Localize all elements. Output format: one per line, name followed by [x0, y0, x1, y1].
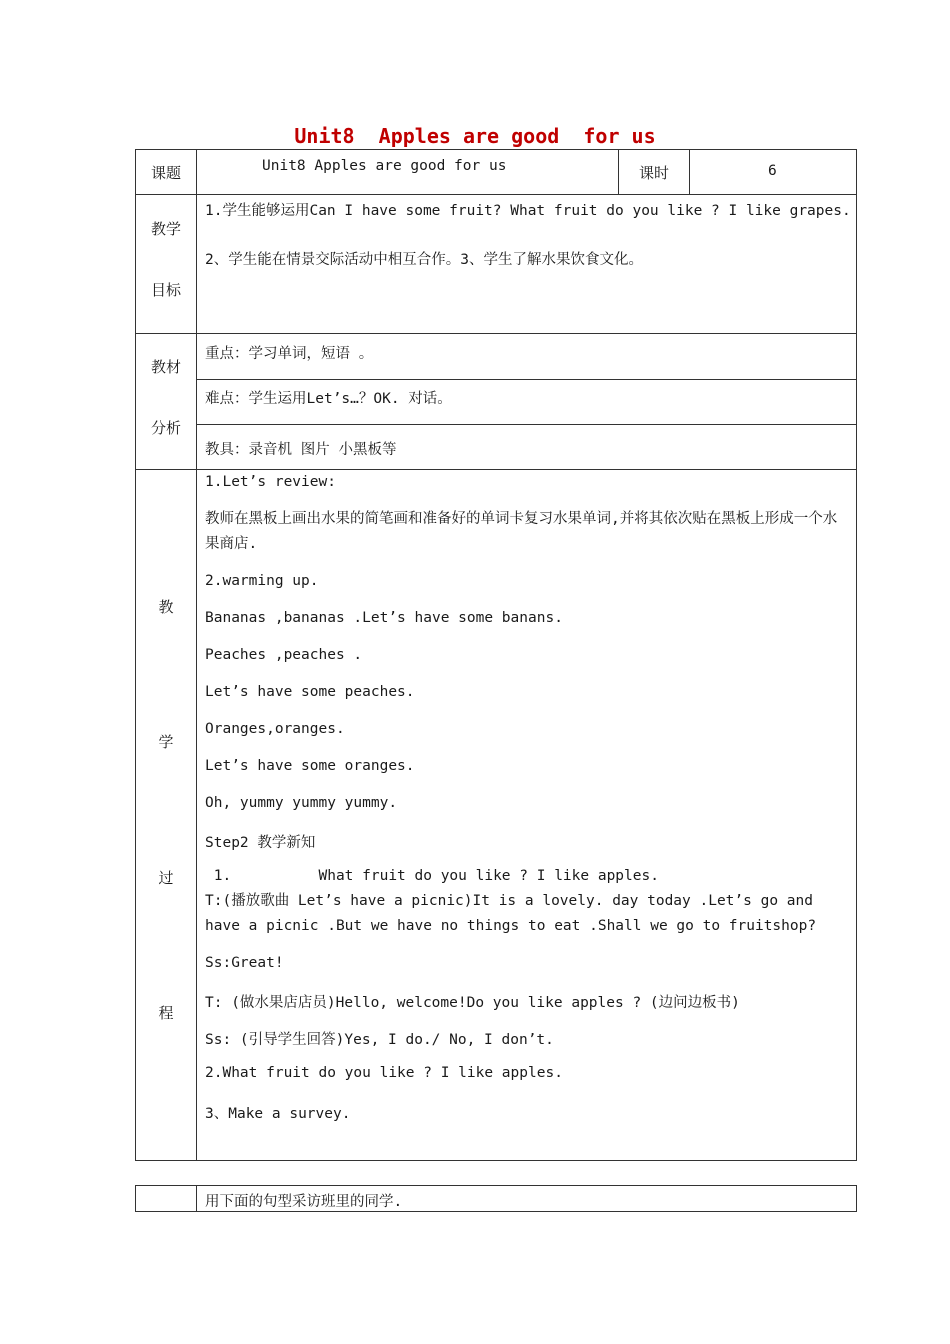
process-line: Ss:Great! — [205, 955, 284, 971]
process-line: 2.What fruit do you like ? I like apples. — [205, 1065, 563, 1081]
process-label-1: 教 — [158, 598, 174, 616]
process-line: Bananas ,bananas .Let’s have some banans. — [205, 610, 563, 626]
goals-line-2: 2、学生能在情景交际活动中相互合作。3、学生了解水果饮食文化。 — [205, 252, 643, 268]
process-line: 教师在黑板上画出水果的简笔画和准备好的单词卡复习水果单词,并将其依次贴在黑板上形成一个水果商店. — [205, 511, 838, 552]
process-line: Peaches ,peaches . — [205, 647, 363, 663]
difficulty: 难点：学生运用Let’s…？OK. 对话。 — [205, 391, 452, 407]
process-line: 2.warming up. — [205, 573, 319, 589]
process-label-2: 学 — [158, 733, 174, 751]
analysis-label-bottom: 分析 — [150, 419, 181, 437]
page-title: Unit8 Apples are good for us — [294, 124, 656, 148]
process-line: T: (做水果店店员)Hello, welcome!Do you like apples ? (边问边板书) — [205, 995, 740, 1011]
process-label-3: 过 — [158, 869, 174, 887]
process-line: Ss: (引导学生回答)Yes, I do./ No, I don’t. — [205, 1032, 554, 1048]
goals-label-bottom: 目标 — [150, 281, 181, 299]
process-line: Let’s have some oranges. — [205, 758, 415, 774]
goals-line-1: 1.学生能够运用Can I have some fruit? What fruit do you like ? I like grapes. — [205, 203, 851, 219]
process-line: Let’s have some peaches. — [205, 684, 415, 700]
process-line: T:(播放歌曲 Let’s have a picnic)It is a lovely. day today .Let’s go and have a picnic .But we have no things to eat .Shall we go to fruitshop? — [205, 893, 817, 934]
process-line: Oranges,oranges. — [205, 721, 345, 737]
key-point: 重点：学习单词，短语 。 — [205, 346, 374, 362]
process-line: 1. What fruit do you like ? I like apples. — [205, 868, 659, 884]
process-line: Oh, yummy yummy yummy. — [205, 795, 398, 811]
period-label: 课时 — [638, 164, 669, 182]
topic-label: 课题 — [150, 164, 181, 182]
survey-instruction: 用下面的句型采访班里的同学. — [205, 1194, 403, 1210]
process-line: 3、Make a survey. — [205, 1106, 351, 1122]
process-label-4: 程 — [158, 1004, 174, 1022]
teaching-tools: 教具：录音机 图片 小黑板等 — [205, 442, 397, 458]
process-line: 1.Let’s review: — [205, 474, 336, 490]
goals-label-top: 教学 — [150, 220, 181, 238]
process-line: Step2 教学新知 — [205, 835, 316, 851]
topic-value: Unit8 Apples are good for us — [262, 158, 507, 174]
period-value: 6 — [768, 163, 777, 179]
analysis-label-top: 教材 — [150, 358, 181, 376]
